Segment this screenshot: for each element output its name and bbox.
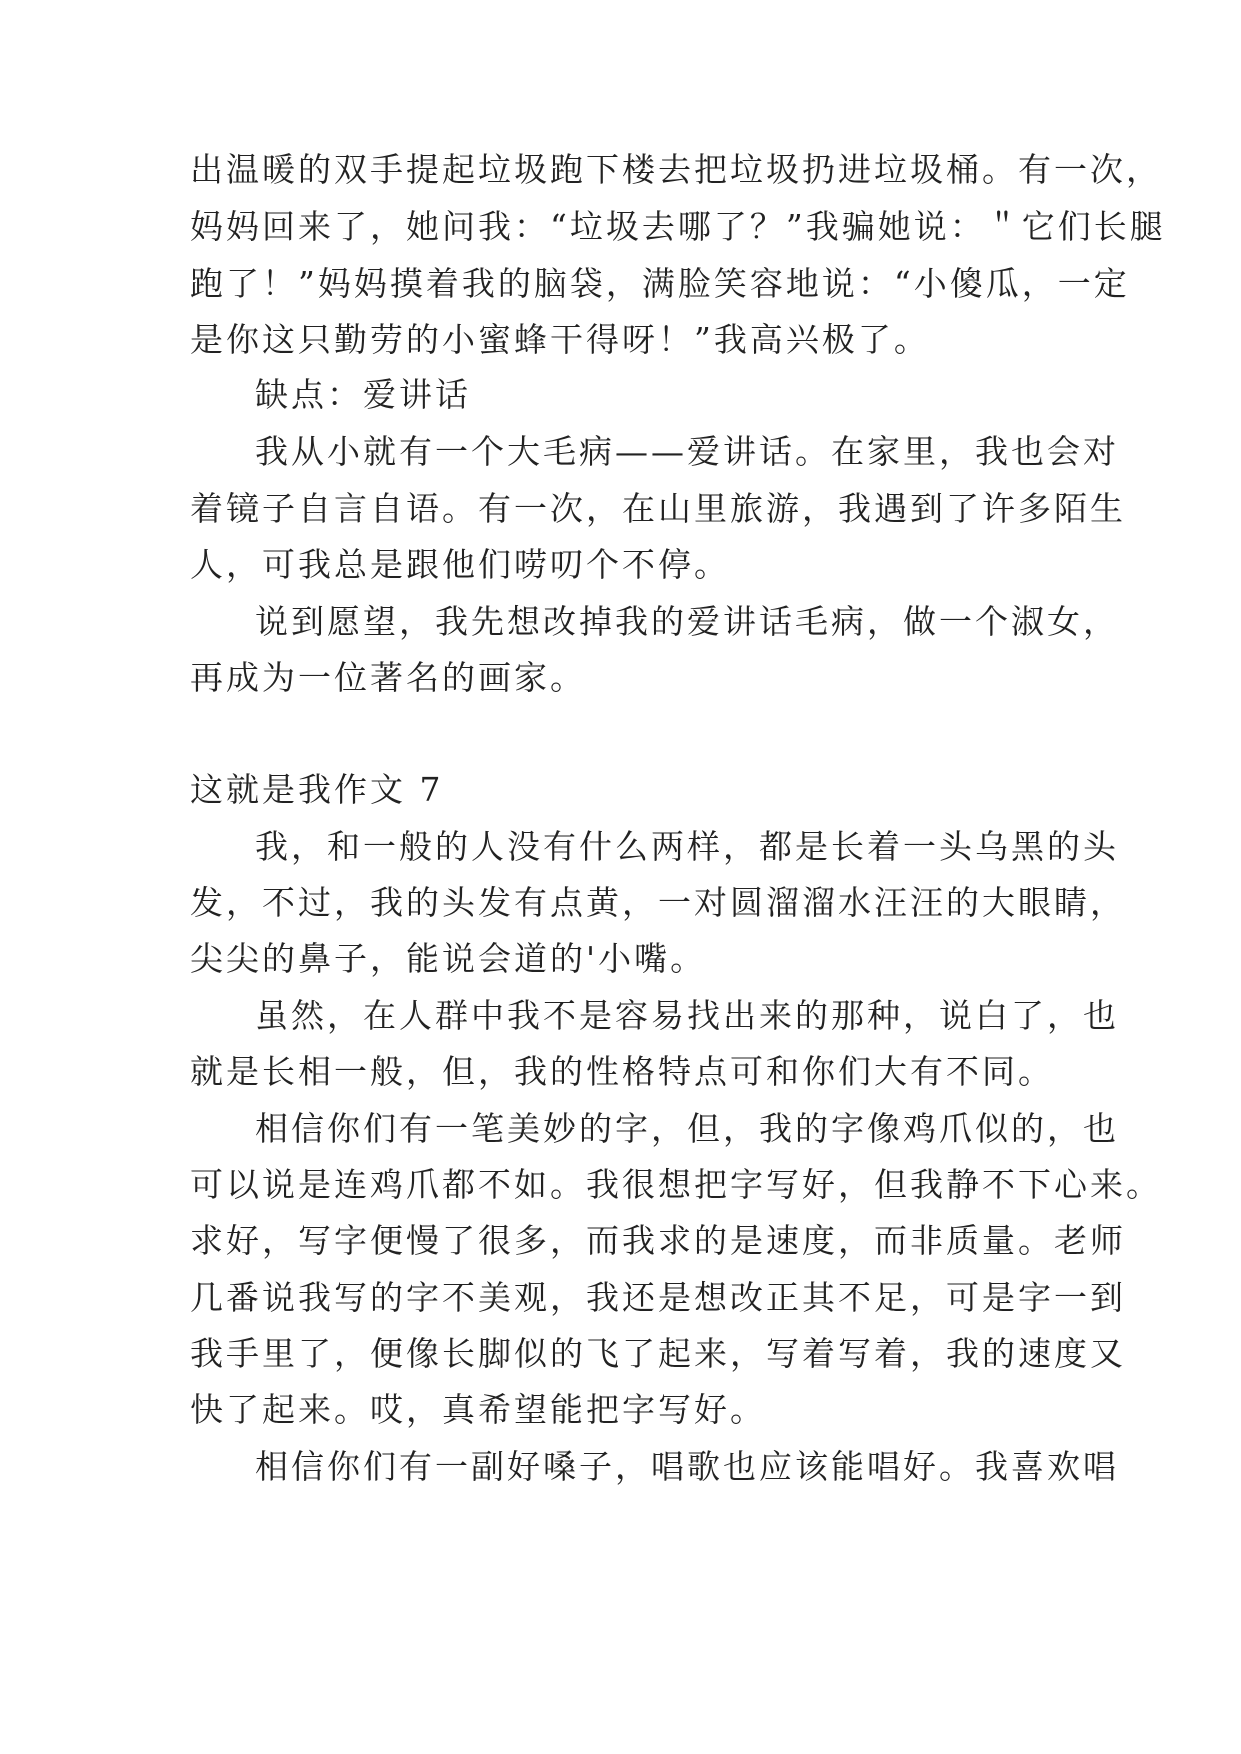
- text-line: 就是长相一般，但，我的性格特点可和你们大有不同。: [190, 1052, 1054, 1091]
- text-line: 跑了！”妈妈摸着我的脑袋，满脸笑容地说：“小傻瓜，一定: [190, 264, 1130, 303]
- text-line: 再成为一位著名的画家。: [190, 658, 586, 697]
- text-line: 尖尖的鼻子，能说会道的'小嘴。: [190, 939, 707, 978]
- text-line: 我，和一般的人没有什么两样，都是长着一头乌黑的头: [255, 827, 1119, 866]
- essay-title: 这就是我作文 7: [190, 770, 444, 809]
- text-line: 出温暖的双手提起垃圾跑下楼去把垃圾扔进垃圾桶。有一次，: [190, 150, 1162, 189]
- text-line: 几番说我写的字不美观，我还是想改正其不足，可是字一到: [190, 1278, 1126, 1317]
- text-line: 我从小就有一个大毛病——爱讲话。在家里，我也会对: [255, 432, 1119, 471]
- text-line: 求好，写字便慢了很多，而我求的是速度，而非质量。老师: [190, 1221, 1126, 1260]
- text-line: 相信你们有一副好嗓子，唱歌也应该能唱好。我喜欢唱: [255, 1447, 1119, 1486]
- text-line: 说到愿望，我先想改掉我的爱讲话毛病，做一个淑女，: [255, 602, 1119, 641]
- text-line: 我手里了，便像长脚似的飞了起来，写着写着，我的速度又: [190, 1334, 1126, 1373]
- text-line: 可以说是连鸡爪都不如。我很想把字写好，但我静不下心来。: [190, 1165, 1162, 1204]
- text-line: 是你这只勤劳的小蜜蜂干得呀！”我高兴极了。: [190, 320, 930, 359]
- text-line: 人，可我总是跟他们唠叨个不停。: [190, 545, 730, 584]
- text-line: 妈妈回来了，她问我：“垃圾去哪了？”我骗她说：＂它们长腿: [190, 207, 1166, 246]
- section-heading: 缺点：爱讲话: [255, 375, 471, 414]
- text-line: 着镜子自言自语。有一次，在山里旅游，我遇到了许多陌生: [190, 489, 1126, 528]
- text-line: 快了起来。哎，真希望能把字写好。: [190, 1390, 766, 1429]
- text-line: 相信你们有一笔美妙的字，但，我的字像鸡爪似的，也: [255, 1109, 1119, 1148]
- text-line: 发，不过，我的头发有点黄，一对圆溜溜水汪汪的大眼睛，: [190, 883, 1126, 922]
- text-line: 虽然，在人群中我不是容易找出来的那种，说白了，也: [255, 996, 1119, 1035]
